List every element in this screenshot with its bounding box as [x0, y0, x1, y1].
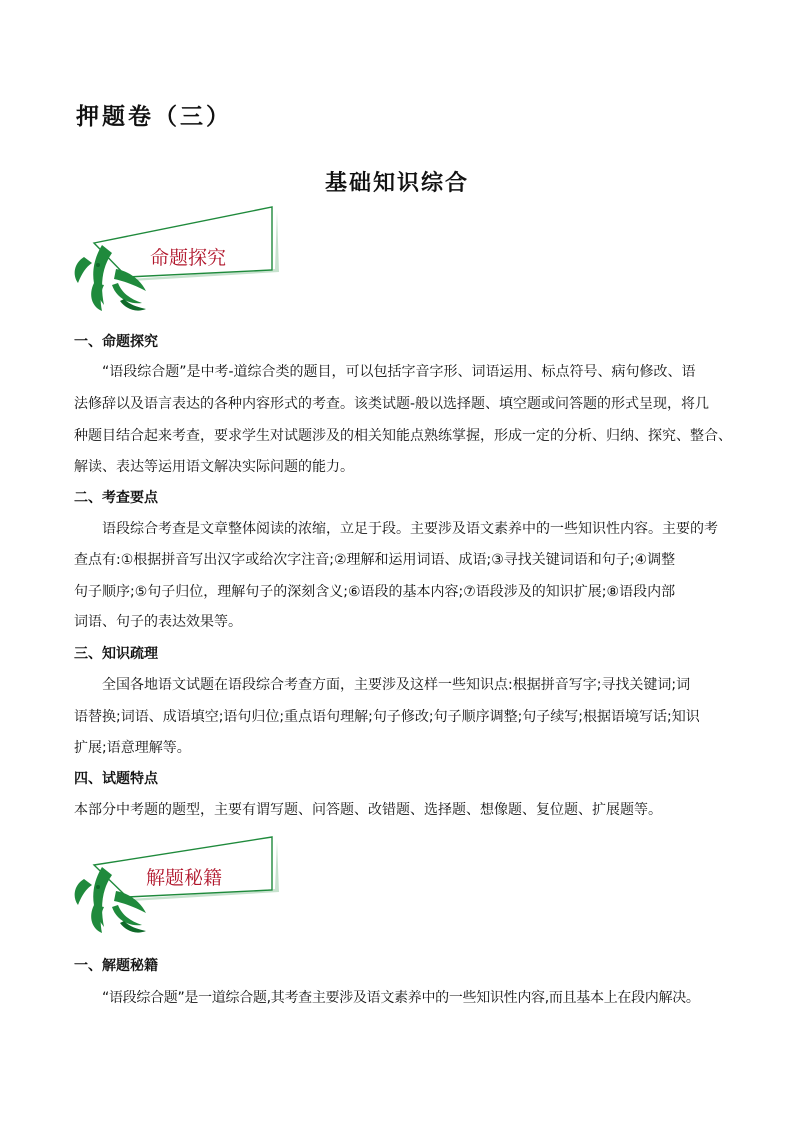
paragraph-line: “语段综合题”是一道综合题,其考查主要涉及语文素养中的一些知识性内容,而且基本上在段内解决。	[102, 990, 700, 1006]
exam-title: 押题卷（三）	[76, 104, 232, 130]
banner-label: 命题探究	[150, 247, 227, 269]
banner-label: 解题秘籍	[146, 867, 223, 889]
section-heading: 一、命题探究	[74, 334, 158, 350]
section-heading: 四、试题特点	[74, 771, 158, 787]
paragraph-line: 法修辞以及语言表达的各种内容形式的考查。该类试题-般以选择题、填空题或问答题的形式呈现，将几	[74, 396, 710, 412]
banner-mingti	[72, 205, 282, 315]
section-heading: 一、解题秘籍	[74, 958, 158, 974]
paragraph-line: 查点有:①根据拼音写出汉字或给次字注音;②理解和运用词语、成语;③寻找关键词语和句子;④调整	[74, 552, 676, 568]
paragraph-line: “语段综合题”是中考-道综合类的题目，可以包括字音字形、词语运用、标点符号、病句修改、语	[102, 364, 696, 380]
paragraph-line: 扩展;语意理解等。	[74, 740, 191, 756]
banner-jieti	[72, 835, 282, 945]
paragraph-line: 本部分中考题的题型，主要有谓写题、问答题、改错题、选择题、想像题、复位题、扩展题等。	[74, 802, 662, 818]
paragraph-line: 语替换;词语、成语填空;语句归位;重点语句理解;句子修改;句子顺序调整;句子续写;根据语境写话;知识	[74, 709, 700, 725]
leaf-banner-icon	[72, 835, 282, 945]
paragraph-line: 种题目结合起来考查，要求学生对试题涉及的相关知能点熟练掌握，形成一定的分析、归纳、探究、整合、	[74, 428, 732, 444]
section-heading: 二、考查要点	[74, 490, 158, 506]
topic-subtitle: 基础知识综合	[324, 171, 469, 196]
paragraph-line: 解读、表达等运用语文解决实际问题的能力。	[74, 459, 354, 475]
paragraph-line: 句子顺序;⑤句子归位，理解句子的深刻含义;⑥语段的基本内容;⑦语段涉及的知识扩展;⑧语段内部	[74, 584, 676, 600]
paragraph-line: 语段综合考查是文章整体阅读的浓缩，立足于段。主要涉及语文素养中的一些知识性内容。主要的考	[102, 521, 718, 537]
section-heading: 三、知识疏理	[74, 646, 158, 662]
paragraph-line: 全国各地语文试题在语段综合考查方面，主要涉及这样一些知识点:根据拼音写字;寻找关键词;词	[102, 677, 691, 693]
paragraph-line: 词语、句子的表达效果等。	[74, 614, 242, 630]
